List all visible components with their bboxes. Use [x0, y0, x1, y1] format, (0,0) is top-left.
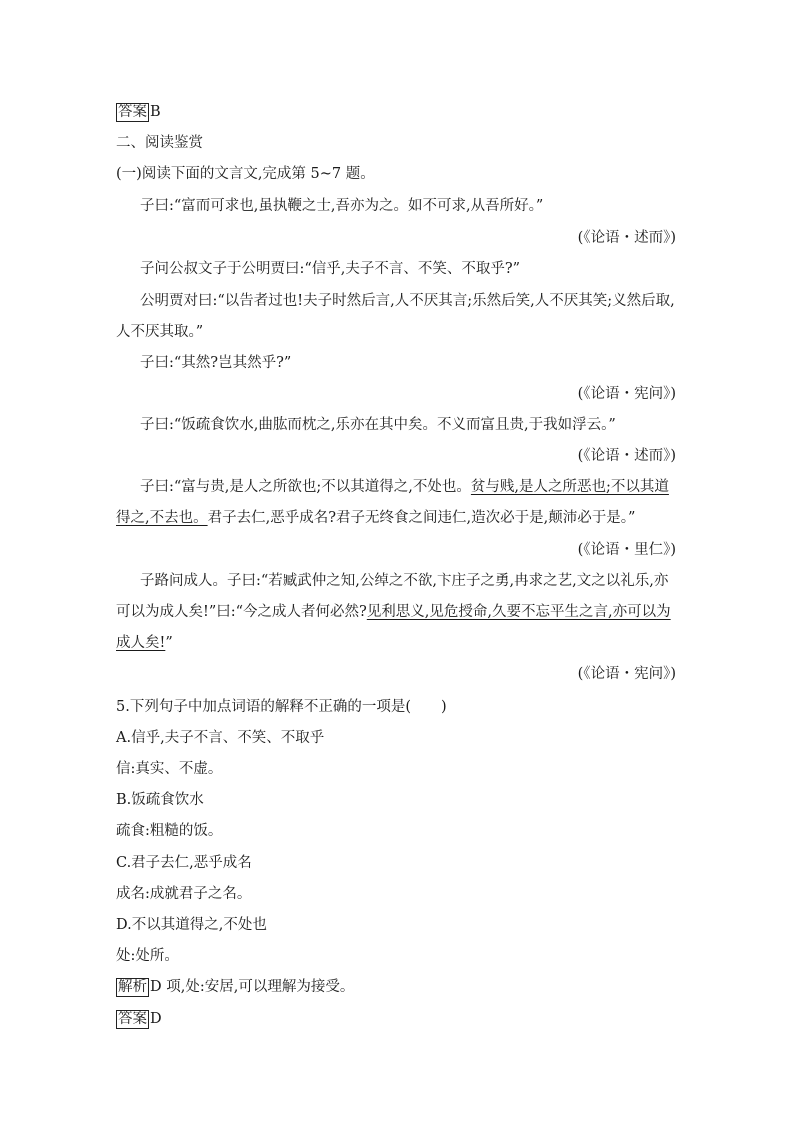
source-citation-5: (《论语・宪问》)	[577, 666, 676, 682]
passage-paragraph-5: 子曰:“饭疏食饮水,曲肱而枕之,乐亦在其中矣。不义而富且贵,于我如浮云。”	[140, 417, 616, 433]
passage-paragraph-1: 子曰:“富而可求也,虽执鞭之士,吾亦为之。如不可求,从吾所好。”	[140, 198, 544, 214]
source-citation-2: (《论语・宪问》)	[577, 386, 676, 402]
option-d-sentence: D.不以其道得之,不处也	[116, 917, 267, 933]
q5-answer-line	[116, 1009, 676, 1029]
option-c-explanation: 成名:成就君子之名。	[116, 886, 252, 902]
p6-underlined-text: 贫与贱,是人之所恶也;不以其道	[470, 479, 669, 495]
option-b-explanation: 疏食:粗糙的饭。	[116, 823, 223, 839]
source-citation-4: (《论语・里仁》)	[577, 542, 676, 558]
p6-text: 子曰:“富与贵,是人之所欲也;不以其道得之,不处也。	[140, 479, 471, 495]
question-5-stem	[116, 697, 676, 717]
passage-paragraph-7-line-2	[116, 602, 676, 622]
passage-paragraph-3-line-2: 人不厌其取。”	[116, 324, 204, 340]
analysis-text: D 项,处:安居,可以理解为接受。	[150, 979, 355, 995]
passage-paragraph-4: 子曰:“其然?岂其然乎?”	[140, 355, 292, 371]
option-a-explanation: 信:真实、不虚。	[116, 761, 223, 777]
answer-value: D	[150, 1011, 162, 1027]
source-citation-1: (《论语・述而》)	[577, 230, 676, 246]
answer-tag: 答案	[118, 1011, 147, 1027]
answer-value: B	[150, 104, 161, 120]
analysis-line	[116, 977, 676, 997]
p7-text: 可以为成人矣!”曰:“今之成人者何必然?	[116, 604, 367, 620]
passage-paragraph-7-line-3	[116, 633, 676, 653]
passage-intro: (一)阅读下面的文言文,完成第 5~7 题。	[116, 166, 375, 182]
p6-underlined-text-cont: 得之,不去也。	[116, 510, 208, 526]
p7-underlined-text: 见利思义,见危授命,久要不忘平生之言,亦可以为	[366, 604, 671, 620]
option-b-sentence: B.饭疏食饮水	[116, 792, 204, 808]
p7-underlined-text-cont: 成人矣!	[116, 635, 166, 651]
analysis-tag: 解析	[118, 979, 147, 995]
passage-paragraph-6-line-2	[116, 508, 676, 528]
q4-answer-line	[116, 102, 676, 122]
question-stem-end: )	[441, 699, 447, 715]
p6-text-cont: 君子去仁,恶乎成名?君子无终食之间违仁,造次必于是,颠沛必于是。”	[207, 510, 636, 526]
source-citation-3: (《论语・述而》)	[577, 448, 676, 464]
answer-tag: 答案	[118, 104, 147, 120]
passage-paragraph-3-line-1: 公明贾对曰:“以告者过也!夫子时然后言,人不厌其言;乐然后笑,人不厌其笑;义然后取,	[140, 293, 675, 309]
option-d-explanation: 处:处所。	[116, 948, 179, 964]
passage-paragraph-6-line-1	[140, 477, 700, 497]
passage-paragraph-7-line-1: 子路问成人。子曰:“若臧武仲之知,公绰之不欲,卞庄子之勇,冉求之艺,文之以礼乐,亦	[140, 573, 669, 589]
p7-closing-quote: ”	[165, 635, 173, 651]
option-c-sentence: C.君子去仁,恶乎成名	[116, 855, 252, 871]
section-title: 二、阅读鉴赏	[116, 135, 203, 151]
option-a-sentence: A.信乎,夫子不言、不笑、不取乎	[116, 730, 325, 746]
question-stem-text: 5.下列句子中加点词语的解释不正确的一项是(	[116, 699, 411, 715]
passage-paragraph-2: 子问公叔文子于公明贾曰:“信乎,夫子不言、不笑、不取乎?”	[140, 261, 521, 277]
